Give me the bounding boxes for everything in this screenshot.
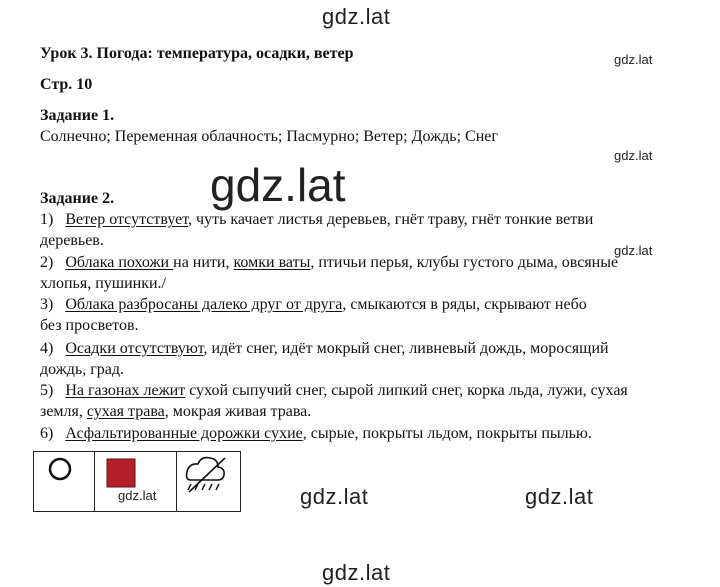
lesson-title: Урок 3. Погода: температура, осадки, ветер (40, 45, 354, 62)
icon-cell-clear (34, 452, 95, 511)
list-item-cont: деревьев. (40, 232, 104, 249)
watermark-icon-cell: gdz.lat (118, 488, 157, 503)
watermark-right-2: gdz.lat (614, 148, 653, 163)
list-item-cont: хлопья, пушинки./ (40, 275, 166, 292)
icon-cell-overcast (95, 452, 177, 511)
task-2-heading: Задание 2. (40, 190, 115, 207)
list-item: 2) Облака похожи на нити, комки ваты, птичьи перья, клубы густого дыма, овсяные (40, 254, 619, 271)
list-item-cont: земля, сухая трава, мокрая живая трава. (40, 403, 312, 420)
list-item: 3) Облака разбросаны далеко друг от друга, смыкаются в ряды, скрывают небо (40, 296, 587, 313)
watermark-top: gdz.lat (322, 4, 391, 29)
watermark-mid-b: gdz.lat (525, 484, 594, 509)
crossed-cloud-rain-icon (177, 452, 240, 511)
list-item: 6) Асфальтированные дорожки сухие, сырые, покрыты льдом, покрыты пылью. (40, 425, 592, 442)
list-item: 1) Ветер отсутствует, чуть качает листья деревьев, гнёт траву, гнёт тонкие ветви (40, 211, 594, 228)
task-1-heading: Задание 1. (40, 107, 115, 124)
watermark-right-1: gdz.lat (614, 52, 653, 67)
watermark-large: gdz.lat (210, 159, 346, 211)
task-1-text: Солнечно; Переменная облачность; Пасмурно; Ветер; Дождь; Снег (40, 128, 498, 145)
watermark-mid-a: gdz.lat (300, 484, 369, 509)
list-item-cont: дождь, град. (40, 361, 125, 378)
icon-cell-no-rain (177, 452, 240, 511)
watermark-right-3: gdz.lat (614, 243, 653, 258)
list-item-cont: без просветов. (40, 317, 139, 334)
page-number: Стр. 10 (40, 76, 93, 93)
watermark-bottom: gdz.lat (322, 560, 391, 585)
weather-icon-table (33, 451, 241, 512)
list-item: 4) Осадки отсутствуют, идёт снег, идёт мокрый снег, ливневый дождь, моросящий (40, 340, 609, 357)
circle-icon (34, 452, 95, 511)
list-item: 5) На газонах лежит сухой сыпучий снег, сырой липкий снег, корка льда, лужи, сухая (40, 382, 628, 399)
